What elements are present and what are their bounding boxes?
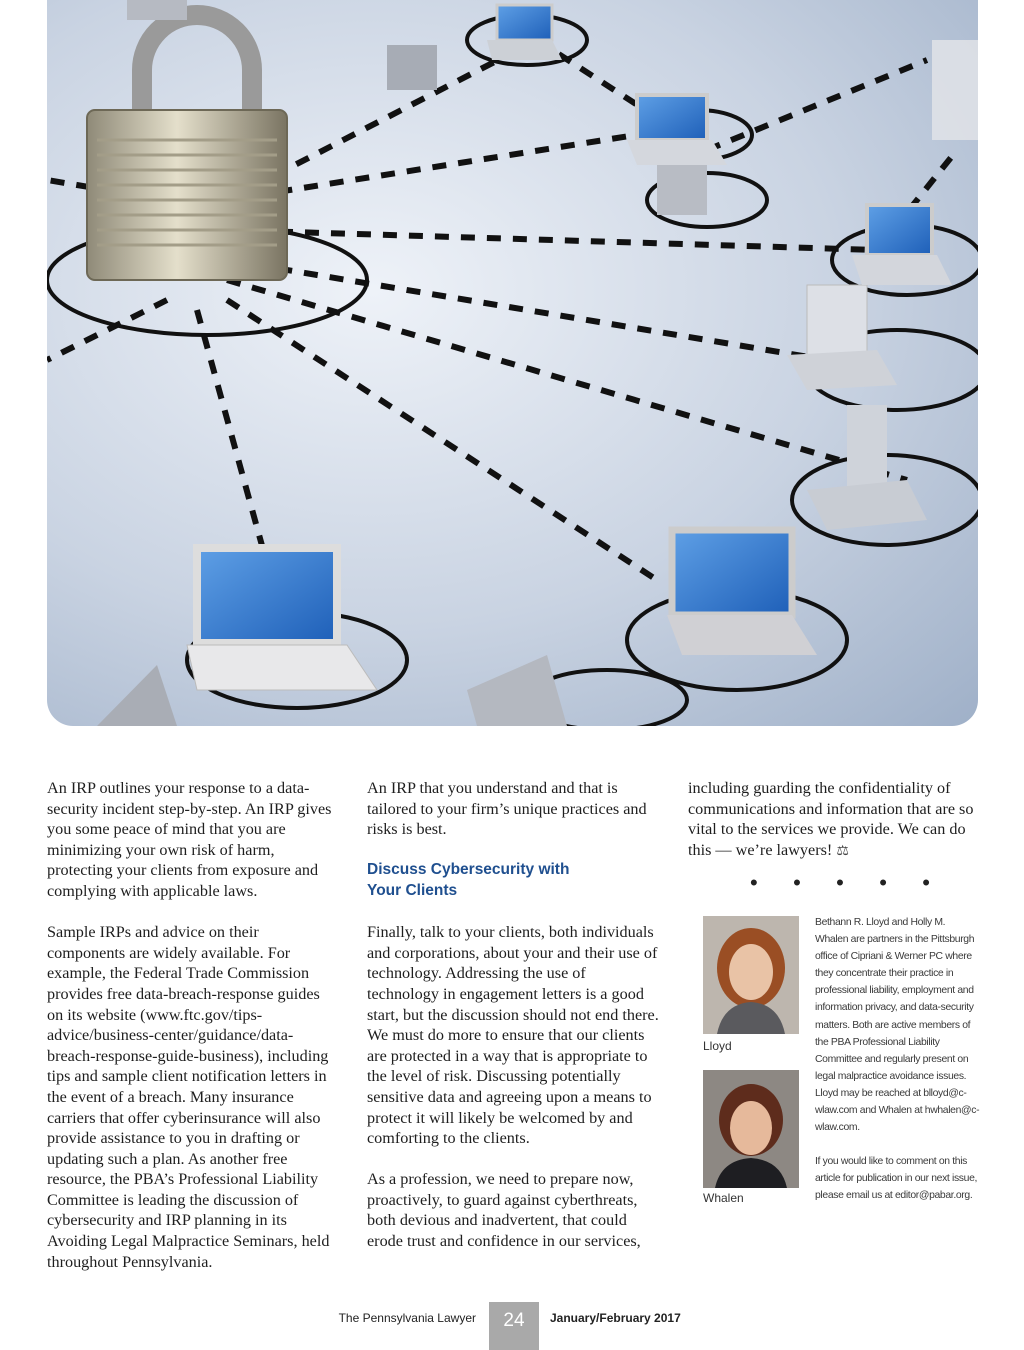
column-2 bbox=[367, 778, 659, 1272]
dot: • bbox=[922, 870, 930, 895]
page-number: 24 bbox=[489, 1302, 539, 1350]
author-photo-whalen bbox=[703, 1070, 799, 1188]
paragraph: Finally, talk to your clients, both individuals and corporations, about your and their use of technology. Addressing the use of technology in engagement letters is a good start, but the discussion should not end there. We must do more to ensure that our clients are protected in a way that is appropriate to the level of risk. Discussing potentially sensitive data and agreeing upon a means to protect it will likely be welcomed by and comforting to the clients. bbox=[367, 923, 659, 1148]
photo-caption-lloyd: Lloyd bbox=[703, 1039, 732, 1053]
hero-illustration bbox=[47, 0, 978, 726]
comment-note: If you would like to comment on this article for publication in our next issue, please email us at editor@pabar.org. bbox=[815, 1156, 978, 1202]
end-mark-icon: ⚖ bbox=[836, 843, 849, 859]
column-3 bbox=[688, 778, 978, 883]
column-1 bbox=[47, 778, 339, 1293]
paragraph: As a profession, we need to prepare now, proactively, to guard against cyberthreats, both devious and inadvertent, that could erode trust and confidence in our services, bbox=[367, 1170, 641, 1251]
paragraph: Sample IRPs and advice on their components are widely available. For example, the Federal Trade Commission provides free data-breach-response guides on its website (www.ftc.gov/tips-advice/business-center/guidance/data-breach-response-guide-business), including tips and sample client notification letters in the event of a breach. Many insurance carriers that offer cyberinsurance will also provide assistance to you in drafting or updating such a plan. As another free resource, the PBA’s Professional Liability Committee is leading the discussion of cybersecurity and IRP planning in its Avoiding Legal Malpractice Seminars, held throughout Pennsylvania. bbox=[47, 923, 330, 1271]
dot: • bbox=[879, 870, 887, 895]
publication-name: The Pennsylvania Lawyer bbox=[338, 1311, 476, 1325]
issue-date: January/February 2017 bbox=[550, 1311, 681, 1325]
paragraph: An IRP outlines your response to a data-security incident step-by-step. An IRP gives you some peace of mind that you are minimizing your own risk of harm, protecting your clients from exposure and complying with applicable laws. bbox=[47, 779, 332, 900]
dot: • bbox=[750, 870, 758, 895]
padlock-icon bbox=[87, 15, 287, 280]
closing-text: including guarding the confidentiality of communications and information that are so vital to the services we provide. We can do this — we’re lawyers! bbox=[688, 779, 974, 859]
dot: • bbox=[793, 870, 801, 895]
author-photo-lloyd bbox=[703, 916, 799, 1034]
bio-text: Bethann R. Lloyd and Holly M. Whalen are partners in the Pittsburgh office of Cipriani & Werner PC where they concentrate their practice in professional liability, employment and information privacy, and data-security matters. Both are active members of the PBA Professional Liability Committee and regularly present on legal malpractice avoidance issues. Lloyd may be reached at blloyd@c-wlaw.com and Whalen at hwhalen@c-wlaw.com. bbox=[815, 917, 980, 1134]
photo-caption-whalen: Whalen bbox=[703, 1191, 744, 1205]
section-subheading: Discuss Cybersecurity with Your Clients bbox=[367, 861, 570, 899]
network-security-graphic bbox=[47, 0, 978, 726]
separator-dots bbox=[750, 870, 930, 896]
paragraph bbox=[688, 778, 978, 862]
author-bio bbox=[815, 914, 980, 1222]
paragraph: An IRP that you understand and that is tailored to your firm’s unique practices and risks is best. bbox=[367, 779, 647, 839]
dot: • bbox=[836, 870, 844, 895]
